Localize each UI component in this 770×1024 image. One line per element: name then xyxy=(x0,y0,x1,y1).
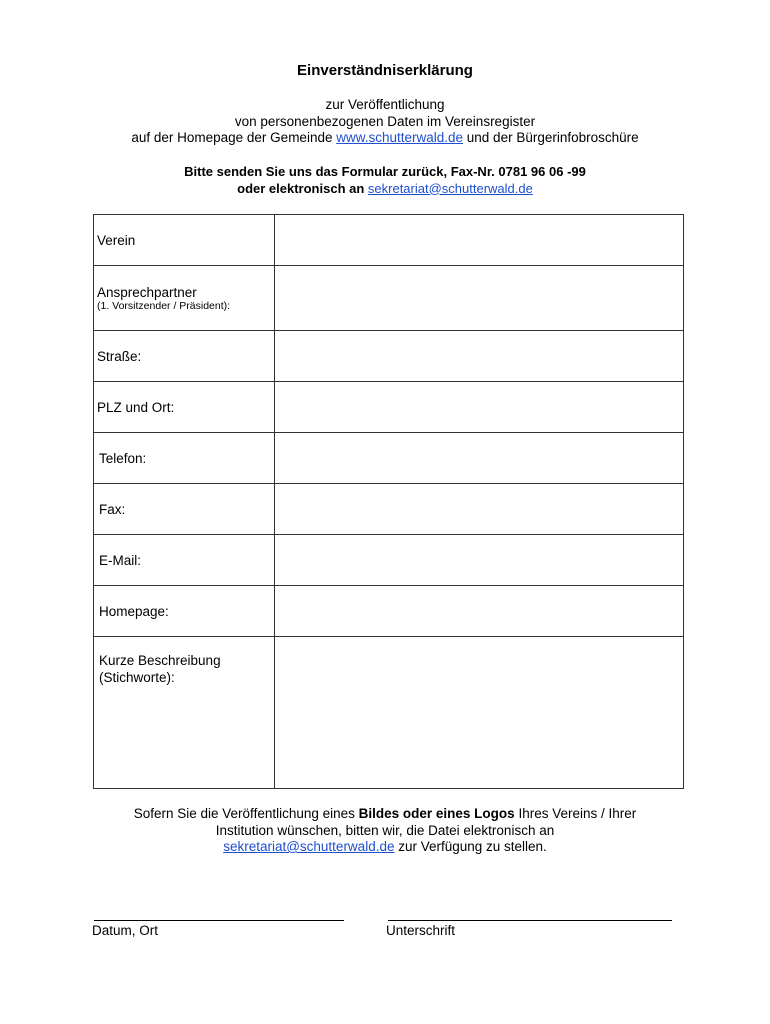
form-row-homepage xyxy=(94,586,684,637)
footer-line-1-part-1: Sofern Sie die Veröffentlichung eines xyxy=(133,806,359,821)
form-row-beschreibung xyxy=(94,637,684,789)
footer-line-1-part-2: Ihres Vereins / Ihrer xyxy=(514,806,637,821)
verein-field[interactable] xyxy=(274,215,683,266)
verein-label: Verein xyxy=(97,232,136,248)
label-cell xyxy=(94,215,275,266)
form-row-verein xyxy=(94,215,684,266)
strasse-field[interactable] xyxy=(274,331,683,382)
document-title: Einverständniserklärung xyxy=(297,62,473,79)
label-cell xyxy=(94,266,275,331)
form-row-plz-ort xyxy=(94,382,684,433)
form-row-email xyxy=(94,535,684,586)
instructions-line-2-prefix: oder elektronisch an xyxy=(237,180,368,196)
email-label: E-Mail: xyxy=(99,552,142,568)
homepage-field[interactable] xyxy=(274,586,683,637)
label-cell xyxy=(94,382,275,433)
signature-label: Unterschrift xyxy=(386,923,456,938)
footer-line-2: Institution wünschen, bitten wir, die Datei elektronisch an xyxy=(215,822,555,838)
form-table xyxy=(93,214,684,789)
email-field[interactable] xyxy=(274,535,683,586)
instructions-line-1: Bitte senden Sie uns das Formular zurück, Fax-Nr. 0781 96 06 -99 xyxy=(184,164,586,179)
label-cell xyxy=(94,433,275,484)
plz-ort-field[interactable] xyxy=(274,382,683,433)
beschreibung-field[interactable] xyxy=(274,637,683,789)
footer-line-1-bold: Bildes oder eines Logos xyxy=(358,806,515,821)
form-row-strasse xyxy=(94,331,684,382)
label-cell xyxy=(94,586,275,637)
footer-line-3-suffix: zur Verfügung zu stellen. xyxy=(394,839,547,854)
fax-field[interactable] xyxy=(274,484,683,535)
email-link[interactable]: sekretariat@schutterwald.de xyxy=(367,180,533,196)
subtitle-line-3 xyxy=(60,130,710,147)
ansprechpartner-sublabel: (1. Vorsitzender / Präsident): xyxy=(97,299,231,312)
footer-line-3 xyxy=(60,839,710,856)
telefon-field[interactable] xyxy=(274,433,683,484)
instructions xyxy=(60,164,710,197)
subtitle-line-3-prefix: auf der Homepage der Gemeinde xyxy=(131,130,337,145)
form-row-fax xyxy=(94,484,684,535)
strasse-label: Straße: xyxy=(97,348,142,364)
subtitle-line-3-suffix: und der Bürgerinfobroschüre xyxy=(463,130,639,145)
form-row-ansprechpartner xyxy=(94,266,684,331)
subtitle-line-2: von personenbezogenen Daten im Vereinsregister xyxy=(234,113,536,129)
ansprechpartner-label: Ansprechpartner xyxy=(97,284,197,300)
beschreibung-label-line-2: (Stichworte): xyxy=(99,670,175,685)
instructions-line-2 xyxy=(60,181,710,198)
label-cell xyxy=(94,535,275,586)
fax-label: Fax: xyxy=(99,501,126,517)
signature-line[interactable] xyxy=(388,920,672,921)
subtitle xyxy=(60,97,710,147)
plz-ort-label: PLZ und Ort: xyxy=(97,399,175,415)
beschreibung-label-line-1: Kurze Beschreibung xyxy=(99,653,221,668)
form-row-telefon xyxy=(94,433,684,484)
subtitle-line-1: zur Veröffentlichung xyxy=(325,97,445,112)
label-cell xyxy=(94,637,275,789)
beschreibung-label xyxy=(94,637,274,686)
date-place-label: Datum, Ort xyxy=(92,923,159,938)
label-cell xyxy=(94,484,275,535)
ansprechpartner-field[interactable] xyxy=(274,266,683,331)
website-link[interactable]: www.schutterwald.de xyxy=(336,130,464,145)
footer-note xyxy=(60,806,710,856)
homepage-label: Homepage: xyxy=(99,603,169,619)
telefon-label: Telefon: xyxy=(99,450,147,466)
date-place-line[interactable] xyxy=(94,920,344,921)
label-cell xyxy=(94,331,275,382)
footer-line-1 xyxy=(60,806,710,823)
footer-email-link[interactable]: sekretariat@schutterwald.de xyxy=(223,839,395,854)
